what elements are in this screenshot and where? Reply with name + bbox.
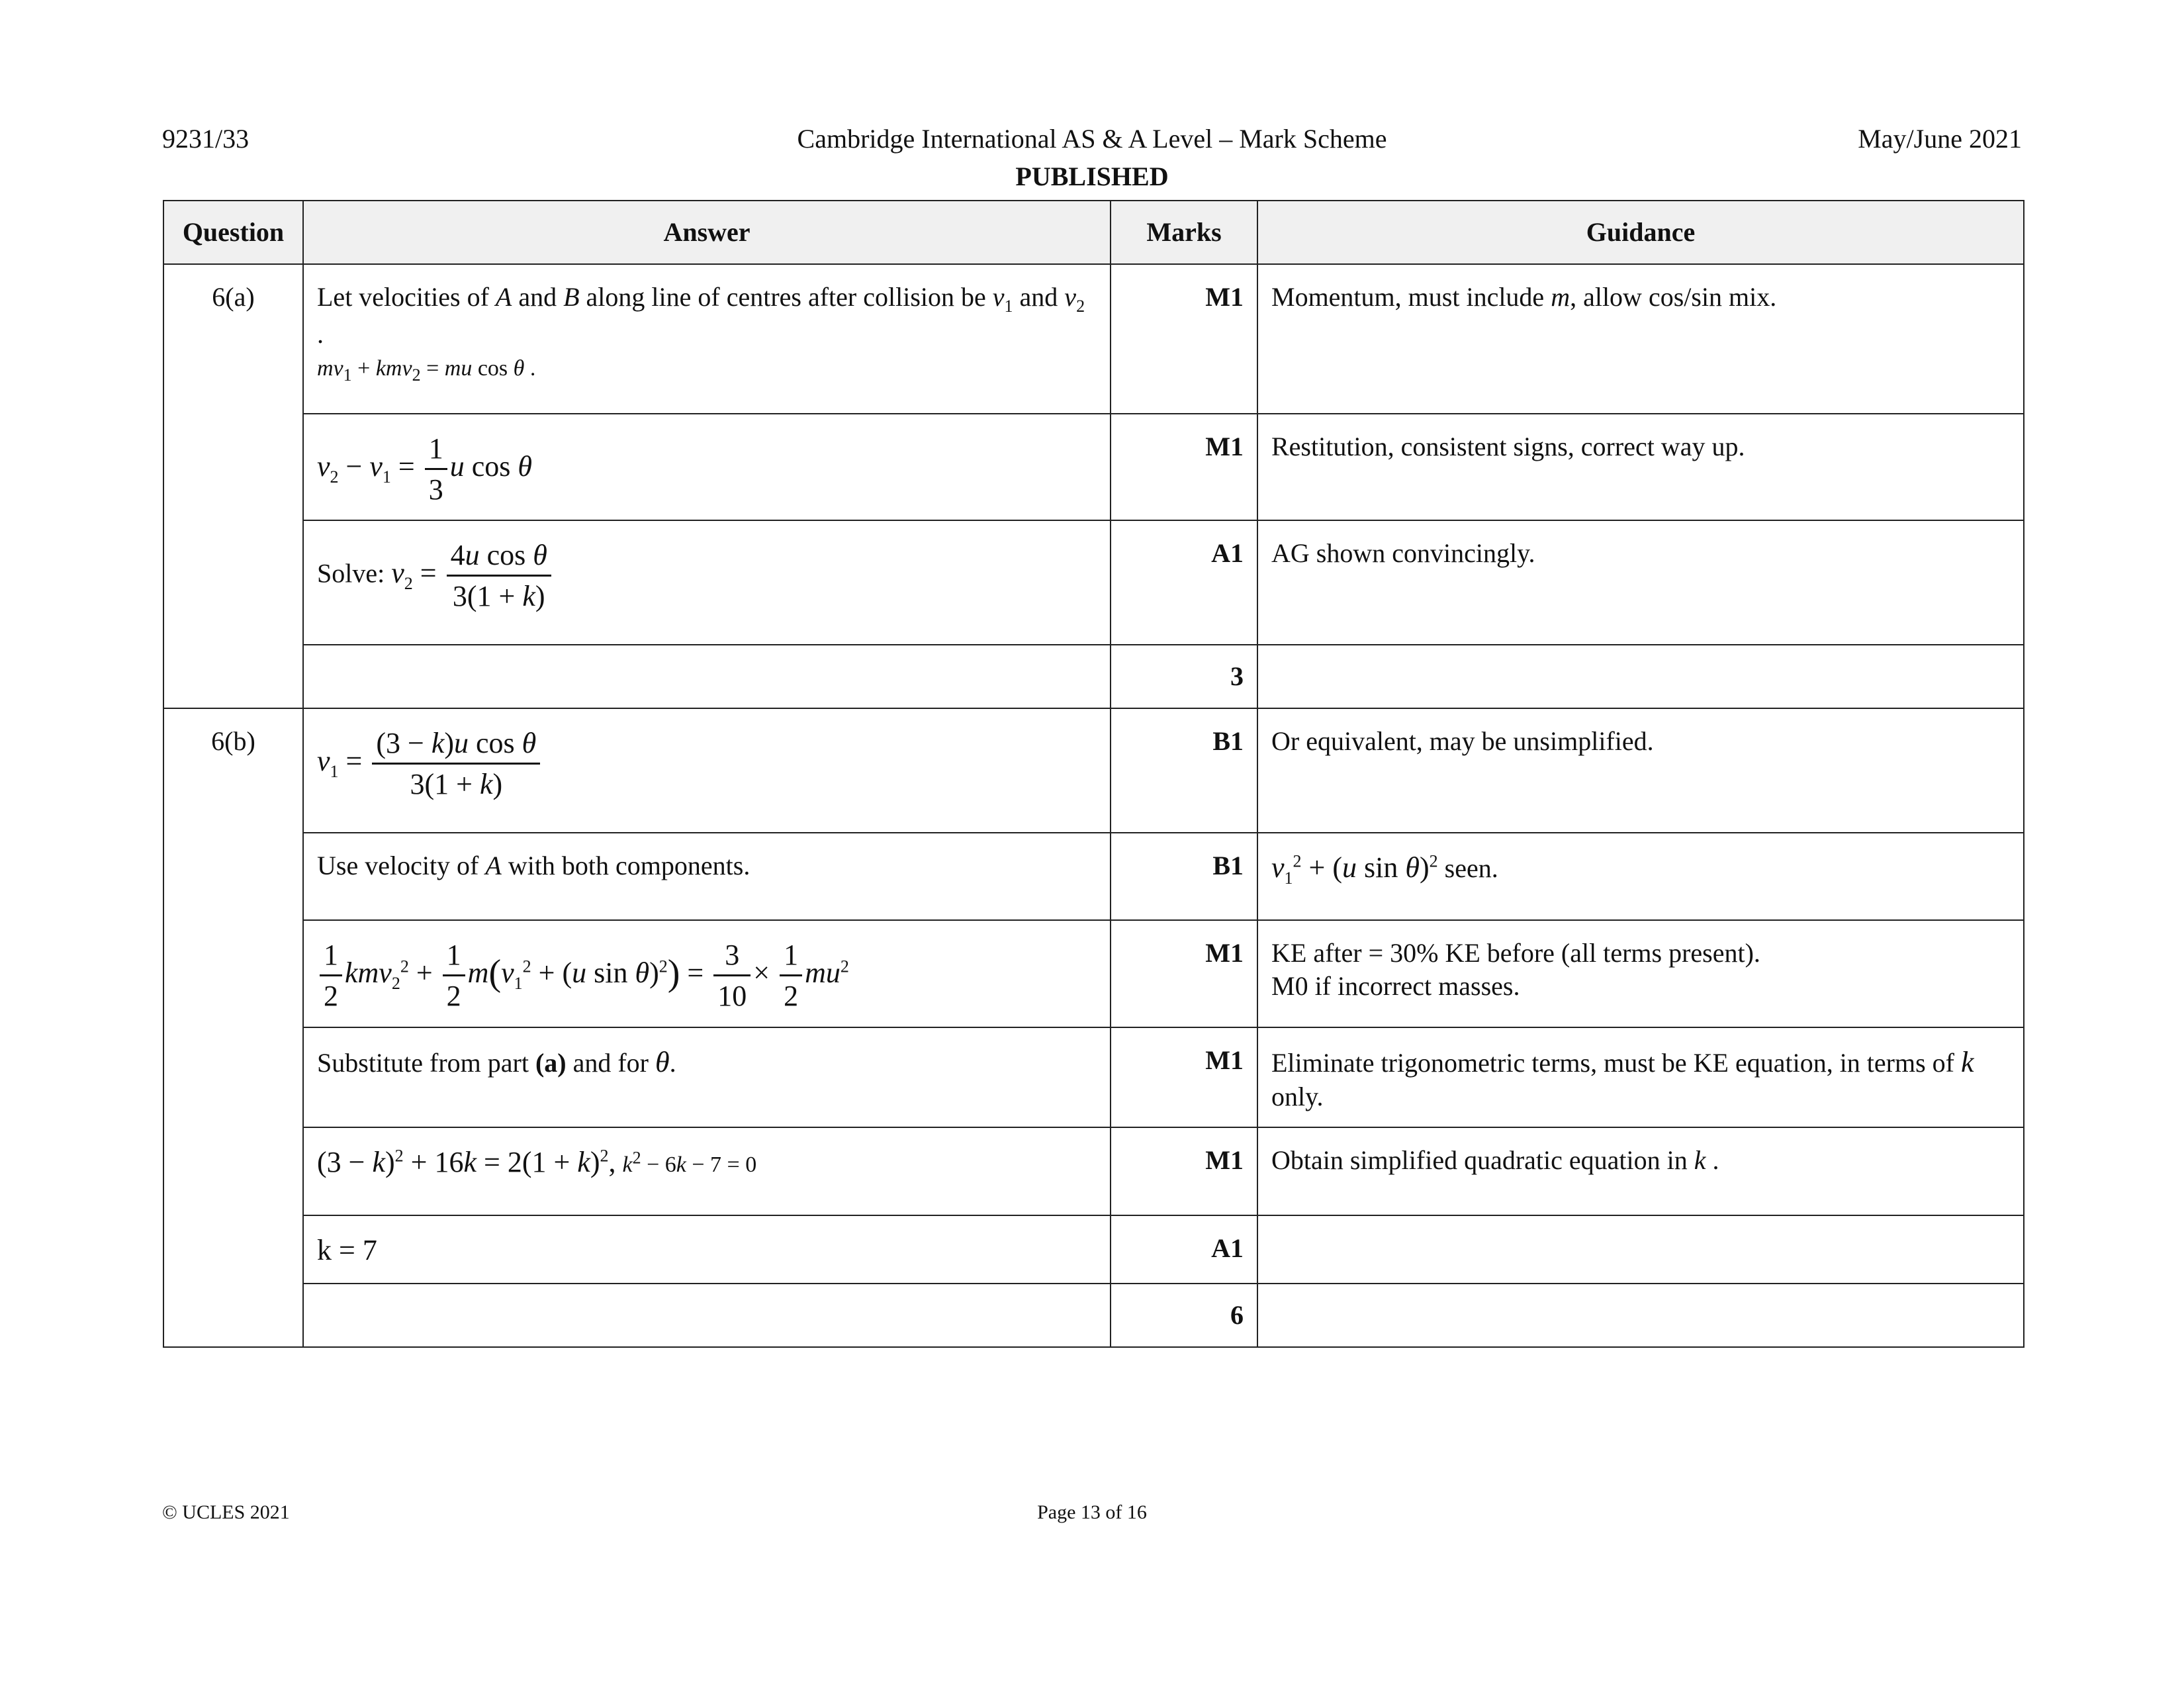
total-marks: 3	[1111, 645, 1257, 708]
guidance-cell	[1257, 833, 2024, 920]
column-header-marks: Marks	[1111, 201, 1257, 264]
table-row	[163, 1215, 2024, 1284]
table-row	[163, 645, 2024, 708]
momentum-equation: $mv_1 + kmv_2$ = mu cos θ .	[317, 355, 536, 385]
page-number: Page 13 of 16	[1037, 1501, 1147, 1523]
table-row	[163, 1284, 2024, 1347]
v2-solution: $v_2$ = $\frac{\text{4u cos θ}}{3(1 + k)}$	[391, 557, 554, 589]
column-header-answer: Answer	[303, 201, 1111, 264]
guidance-suffix: seen.	[1444, 853, 1498, 883]
paper-code: 9231/33	[162, 124, 250, 154]
mark-code: M1	[1111, 920, 1257, 1027]
kinetic-energy-equation: $\frac{1}{2}$ kmv$_2^2$ + $\frac{1}{2}$ $m(v_1^2 + (u$ sin θ)$^2$) = $\frac{3}{10}$ × $\frac{1}{2}$ $mu^2$	[317, 957, 849, 989]
table-row	[163, 520, 2024, 645]
guidance-note: M0 if incorrect masses.	[1271, 971, 1520, 1001]
final-answer: k = 7	[317, 1234, 377, 1266]
column-header-guidance: Guidance	[1257, 201, 2024, 264]
guidance-text: Momentum, must include m, allow cos/sin mix.	[1257, 264, 2024, 414]
mark-code: B1	[1111, 833, 1257, 920]
mark-code: B1	[1111, 708, 1257, 833]
mark-code: A1	[1111, 520, 1257, 645]
table-row	[163, 920, 2024, 1027]
guidance-text: Eliminate trigonometric terms, must be KE equation, in terms of k only.	[1257, 1027, 2024, 1127]
answer-cell: Use velocity of A with both components.	[303, 833, 1111, 920]
total-marks: 6	[1111, 1284, 1257, 1347]
table-row	[163, 414, 2024, 520]
mark-code: M1	[1111, 264, 1257, 414]
restitution-equation: $v_2 - v_1$ = $\frac{1}{3}$ u cos θ	[317, 450, 532, 483]
answer-cell	[303, 1127, 1111, 1215]
question-number-6a: 6(a)	[163, 264, 303, 708]
guidance-text: Obtain simplified quadratic equation in k .	[1257, 1127, 2024, 1215]
guidance-text: Or equivalent, may be unsimplified.	[1257, 708, 2024, 833]
answer-cell	[303, 920, 1111, 1027]
copyright: © UCLES 2021	[162, 1501, 290, 1523]
table-row	[163, 708, 2024, 833]
guidance-cell	[1257, 920, 2024, 1027]
guidance-text: AG shown convincingly.	[1257, 520, 2024, 645]
solve-label: Solve:	[317, 558, 385, 588]
v1-expression: $v_1$ = $\frac{\text{(3 − k)u cos θ}}{3(1 + k)}$	[317, 745, 543, 777]
answer-text: Let velocities of A and B along line of centres after collision be $v_1$ and $v_2$ .	[317, 282, 1085, 349]
mark-code: M1	[1111, 1027, 1257, 1127]
exam-session: May/June 2021	[1858, 124, 2022, 154]
quadratic-derivation: $(3 - k)^2 + 16k = 2(1 + k)^2$,	[317, 1146, 616, 1178]
question-number-6b: 6(b)	[163, 708, 303, 1347]
answer-cell	[303, 1215, 1111, 1284]
mark-code: M1	[1111, 414, 1257, 520]
answer-cell: Substitute from part (a) and for θ.	[303, 1027, 1111, 1127]
guidance-text: Restitution, consistent signs, correct way up.	[1257, 414, 2024, 520]
table-header-row	[163, 201, 2024, 264]
guidance-text: KE after = 30% KE before (all terms present).	[1271, 938, 1760, 968]
answer-cell	[303, 414, 1111, 520]
table-row	[163, 833, 2024, 920]
table-row	[163, 1127, 2024, 1215]
mark-scheme-table	[163, 200, 2025, 1348]
answer-cell	[303, 264, 1111, 414]
mark-code: M1	[1111, 1127, 1257, 1215]
speed-squared-expression: $v_1^2 + (u$ sin θ)$^2$	[1271, 851, 1438, 888]
published-label: PUBLISHED	[1015, 162, 1169, 191]
table-row	[163, 1027, 2024, 1127]
quadratic-equation: $k^2 - 6k - 7 = 0$	[622, 1148, 757, 1177]
column-header-question: Question	[163, 201, 303, 264]
table-row	[163, 264, 2024, 414]
document-title: Cambridge International AS & A Level – Mark Scheme	[797, 124, 1387, 154]
answer-cell	[303, 520, 1111, 645]
mark-code: A1	[1111, 1215, 1257, 1284]
answer-cell	[303, 708, 1111, 833]
